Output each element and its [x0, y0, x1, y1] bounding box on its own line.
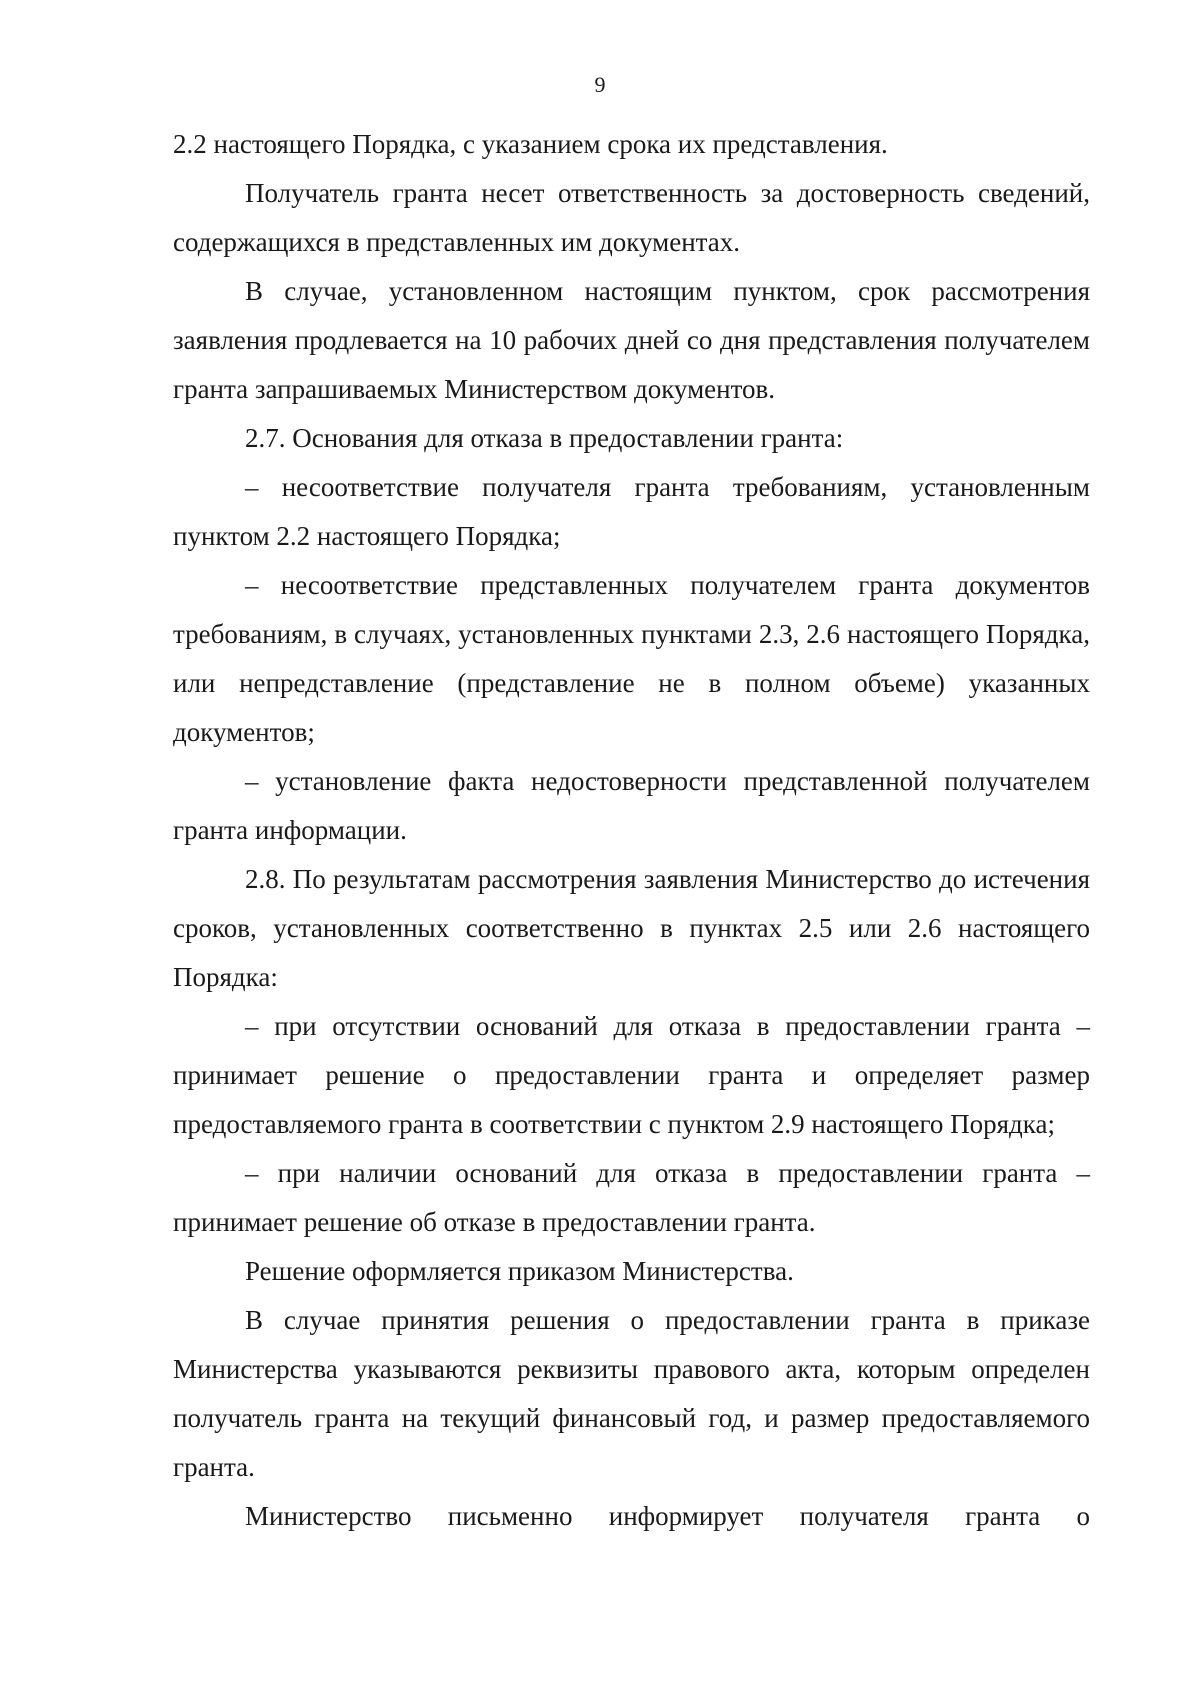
paragraph-refusal-reason-1: – несоответствие получателя гранта требованиям, установленным пунктом 2.2 настоящего Порядка;	[173, 472, 1090, 551]
paragraph-decision-refusal: – при наличии оснований для отказа в предоставлении гранта – принимает решение об отказе в предоставлении гранта.	[173, 1158, 1090, 1237]
paragraph-order-details: В случае принятия решения о предоставлении гранта в приказе Министерства указываются реквизиты правового акта, которым определен получатель гранта на текущий финансовый год, и размер предоставляемого гранта.	[173, 1305, 1090, 1482]
paragraph-responsibility: Получатель гранта несет ответственность за достоверность сведений, содержащихся в представленных им документах.	[173, 178, 1090, 257]
paragraph-notification: Министерство письменно информирует получателя гранта о	[245, 1501, 1090, 1531]
paragraph-decision-grant: – при отсутствии оснований для отказа в предоставлении гранта – принимает решение о предоставлении гранта и определяет размер предоставляемого гранта в соответствии с пунктом 2.9 настоящего Порядка;	[173, 1011, 1090, 1139]
paragraph-refusal-reason-2: – несоответствие представленных получателем гранта документов требованиям, в случаях, установленных пунктами 2.3, 2.6 настоящего Порядка, или непредставление (представление не в полном объеме) указанных документов;	[173, 570, 1090, 747]
paragraph-continuation: 2.2 настоящего Порядка, с указанием срока их представления.	[173, 129, 888, 159]
paragraph-decision-order: Решение оформляется приказом Министерства.	[245, 1256, 794, 1286]
document-body	[173, 120, 1090, 1541]
paragraph-2-8-heading: 2.8. По результатам рассмотрения заявления Министерство до истечения сроков, установленных соответственно в пунктах 2.5 или 2.6 настоящего Порядка:	[173, 864, 1090, 992]
page-number: 9	[594, 72, 606, 97]
paragraph-refusal-reason-3: – установление факта недостоверности представленной получателем гранта информации.	[173, 766, 1090, 845]
paragraph-2-7-heading: 2.7. Основания для отказа в предоставлении гранта:	[245, 423, 844, 453]
paragraph-review-extension: В случае, установленном настоящим пунктом, срок рассмотрения заявления продлевается на 10 рабочих дней со дня представления получателем гранта запрашиваемых Министерством документов.	[173, 276, 1090, 404]
